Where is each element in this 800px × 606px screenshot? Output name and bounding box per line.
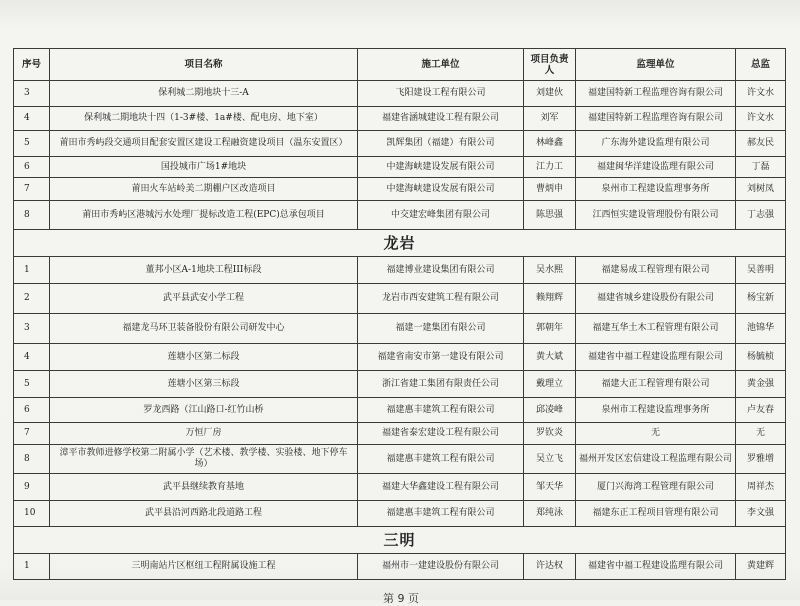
table-row (14, 284, 786, 314)
table-row (14, 81, 786, 107)
table-row (14, 107, 786, 131)
cell-seq: 6 (14, 157, 50, 178)
section-row-sanming (14, 527, 786, 554)
cell-manager: 许达权 (524, 554, 576, 580)
cell-director: 许文水 (736, 81, 786, 107)
table-row (14, 131, 786, 157)
cell-supervisor: 福建大正工程管理有限公司 (576, 371, 736, 398)
cell-supervisor: 福州开发区宏信建设工程监理有限公司 (576, 445, 736, 474)
cell-seq: 1 (14, 554, 50, 580)
cell-project: 国投城市广场1#地块 (50, 157, 358, 178)
table-row (14, 344, 786, 371)
table-row (14, 371, 786, 398)
table-row (14, 257, 786, 284)
cell-seq: 2 (14, 284, 50, 314)
cell-seq: 5 (14, 371, 50, 398)
cell-project: 漳平市教师进修学校第二附属小学（艺术楼、教学楼、实验楼、地下停车场） (50, 445, 358, 474)
cell-manager: 刘军 (524, 107, 576, 131)
cell-manager: 郑纯泳 (524, 501, 576, 527)
cell-contractor: 飞阳建设工程有限公司 (358, 81, 524, 107)
cell-contractor: 福建省涵城建设工程有限公司 (358, 107, 524, 131)
section-row-longyan (14, 230, 786, 257)
cell-director: 李文强 (736, 501, 786, 527)
cell-contractor: 中建海峡建设发展有限公司 (358, 178, 524, 201)
cell-contractor: 福建惠丰建筑工程有限公司 (358, 398, 524, 423)
table-row (14, 201, 786, 230)
cell-project: 保利城二期地块十三-A (50, 81, 358, 107)
cell-manager: 赖翔辉 (524, 284, 576, 314)
cell-supervisor: 江西恒实建设管理股份有限公司 (576, 201, 736, 230)
cell-project: 莆田市秀屿段交通项目配套安置区建设工程融资建设项目（温东安置区） (50, 131, 358, 157)
cell-manager: 江力工 (524, 157, 576, 178)
table-row (14, 157, 786, 178)
cell-director: 池锦华 (736, 314, 786, 344)
cell-director: 许文水 (736, 107, 786, 131)
table-header-row (14, 49, 786, 81)
cell-project: 莲塘小区第二标段 (50, 344, 358, 371)
cell-supervisor: 福建国特新工程监理咨询有限公司 (576, 81, 736, 107)
section-title-longyan: 龙岩 (14, 230, 786, 257)
table-row (14, 445, 786, 474)
cell-project: 莆田市秀屿区港城污水处理厂提标改造工程(EPC)总承包项目 (50, 201, 358, 230)
cell-director: 黄金强 (736, 371, 786, 398)
cell-manager: 黄大斌 (524, 344, 576, 371)
cell-seq: 3 (14, 314, 50, 344)
cell-seq: 6 (14, 398, 50, 423)
cell-supervisor: 泉州市工程建设监理事务所 (576, 398, 736, 423)
cell-director: 杨宝新 (736, 284, 786, 314)
cell-supervisor: 福建易成工程管理有限公司 (576, 257, 736, 284)
table-row (14, 398, 786, 423)
cell-manager: 邱凌峰 (524, 398, 576, 423)
cell-director: 罗雅增 (736, 445, 786, 474)
cell-contractor: 龙岩市西安建筑工程有限公司 (358, 284, 524, 314)
cell-director: 刘树凤 (736, 178, 786, 201)
cell-seq: 4 (14, 344, 50, 371)
header-director: 总监 (736, 49, 786, 81)
cell-contractor: 福建惠丰建筑工程有限公司 (358, 501, 524, 527)
cell-project: 罗龙西路（江山路口-红竹山桥 (50, 398, 358, 423)
cell-supervisor: 广东海外建设监理有限公司 (576, 131, 736, 157)
cell-manager: 吴立飞 (524, 445, 576, 474)
cell-seq: 1 (14, 257, 50, 284)
cell-seq: 10 (14, 501, 50, 527)
cell-director: 吴善明 (736, 257, 786, 284)
cell-manager: 陈思强 (524, 201, 576, 230)
header-seq: 序号 (14, 49, 50, 81)
cell-supervisor: 福建省中福工程建设监理有限公司 (576, 344, 736, 371)
cell-supervisor: 福建省城乡建设股份有限公司 (576, 284, 736, 314)
page-number: 第 9 页 (383, 592, 419, 605)
cell-contractor: 福建省泰宏建设工程有限公司 (358, 423, 524, 445)
table-row (14, 474, 786, 501)
cell-supervisor: 福建东正工程项目管理有限公司 (576, 501, 736, 527)
cell-project: 保利城二期地块十四（1-3#楼、1a#楼、配电房、地下室） (50, 107, 358, 131)
cell-director: 卢友春 (736, 398, 786, 423)
cell-contractor: 福建博业建设集团有限公司 (358, 257, 524, 284)
cell-seq: 5 (14, 131, 50, 157)
section-title-sanming: 三明 (14, 527, 786, 554)
cell-supervisor: 福建省中福工程建设监理有限公司 (576, 554, 736, 580)
cell-contractor: 浙江省建工集团有限责任公司 (358, 371, 524, 398)
table-row (14, 178, 786, 201)
table-row (14, 314, 786, 344)
cell-manager: 吴水熙 (524, 257, 576, 284)
table-row (14, 554, 786, 580)
cell-supervisor: 无 (576, 423, 736, 445)
cell-seq: 8 (14, 445, 50, 474)
cell-contractor: 中交建宏峰集团有限公司 (358, 201, 524, 230)
cell-director: 丁磊 (736, 157, 786, 178)
cell-seq: 3 (14, 81, 50, 107)
table-row (14, 501, 786, 527)
cell-seq: 4 (14, 107, 50, 131)
cell-supervisor: 福建互华土木工程管理有限公司 (576, 314, 736, 344)
cell-seq: 7 (14, 423, 50, 445)
cell-manager: 林峰鑫 (524, 131, 576, 157)
cell-project: 莆田火车站岭美二期棚户区改造项目 (50, 178, 358, 201)
cell-project: 三明南站片区枢纽工程附属设施工程 (50, 554, 358, 580)
cell-contractor: 福建省南安市第一建设有限公司 (358, 344, 524, 371)
cell-seq: 7 (14, 178, 50, 201)
cell-contractor: 福建一建集团有限公司 (358, 314, 524, 344)
cell-project: 董邦小区A-1地块工程III标段 (50, 257, 358, 284)
header-contractor: 施工单位 (358, 49, 524, 81)
cell-project: 武平县继续教育基地 (50, 474, 358, 501)
cell-project: 武平县武安小学工程 (50, 284, 358, 314)
header-supervisor: 监理单位 (576, 49, 736, 81)
cell-manager: 戴理立 (524, 371, 576, 398)
cell-director: 黄建辉 (736, 554, 786, 580)
cell-manager: 刘建伙 (524, 81, 576, 107)
cell-manager: 郭朝年 (524, 314, 576, 344)
cell-project: 武平县沿河西路北段道路工程 (50, 501, 358, 527)
cell-supervisor: 泉州市工程建设监理事务所 (576, 178, 736, 201)
cell-supervisor: 福建国特新工程监理咨询有限公司 (576, 107, 736, 131)
cell-contractor: 福建惠丰建筑工程有限公司 (358, 445, 524, 474)
cell-contractor: 中建海峡建设发展有限公司 (358, 157, 524, 178)
cell-director: 周祥杰 (736, 474, 786, 501)
cell-director: 郝友民 (736, 131, 786, 157)
cell-supervisor: 福建闽华洋建设监理有限公司 (576, 157, 736, 178)
project-table (13, 48, 786, 580)
cell-director: 杨毓桢 (736, 344, 786, 371)
cell-manager: 罗钦炎 (524, 423, 576, 445)
cell-manager: 邹天华 (524, 474, 576, 501)
cell-project: 莲塘小区第三标段 (50, 371, 358, 398)
header-project: 项目名称 (50, 49, 358, 81)
header-manager: 项目负责人 (524, 49, 576, 81)
cell-contractor: 福建大华鑫建设工程有限公司 (358, 474, 524, 501)
table-row (14, 423, 786, 445)
cell-project: 福建龙马环卫装备股份有限公司研发中心 (50, 314, 358, 344)
cell-seq: 8 (14, 201, 50, 230)
cell-director: 丁志强 (736, 201, 786, 230)
cell-director: 无 (736, 423, 786, 445)
cell-manager: 曹炳申 (524, 178, 576, 201)
cell-contractor: 凯辉集团（福建）有限公司 (358, 131, 524, 157)
cell-contractor: 福州市一建建设股份有限公司 (358, 554, 524, 580)
cell-supervisor: 厦门兴海湾工程管理有限公司 (576, 474, 736, 501)
cell-project: 万恒厂房 (50, 423, 358, 445)
cell-seq: 9 (14, 474, 50, 501)
